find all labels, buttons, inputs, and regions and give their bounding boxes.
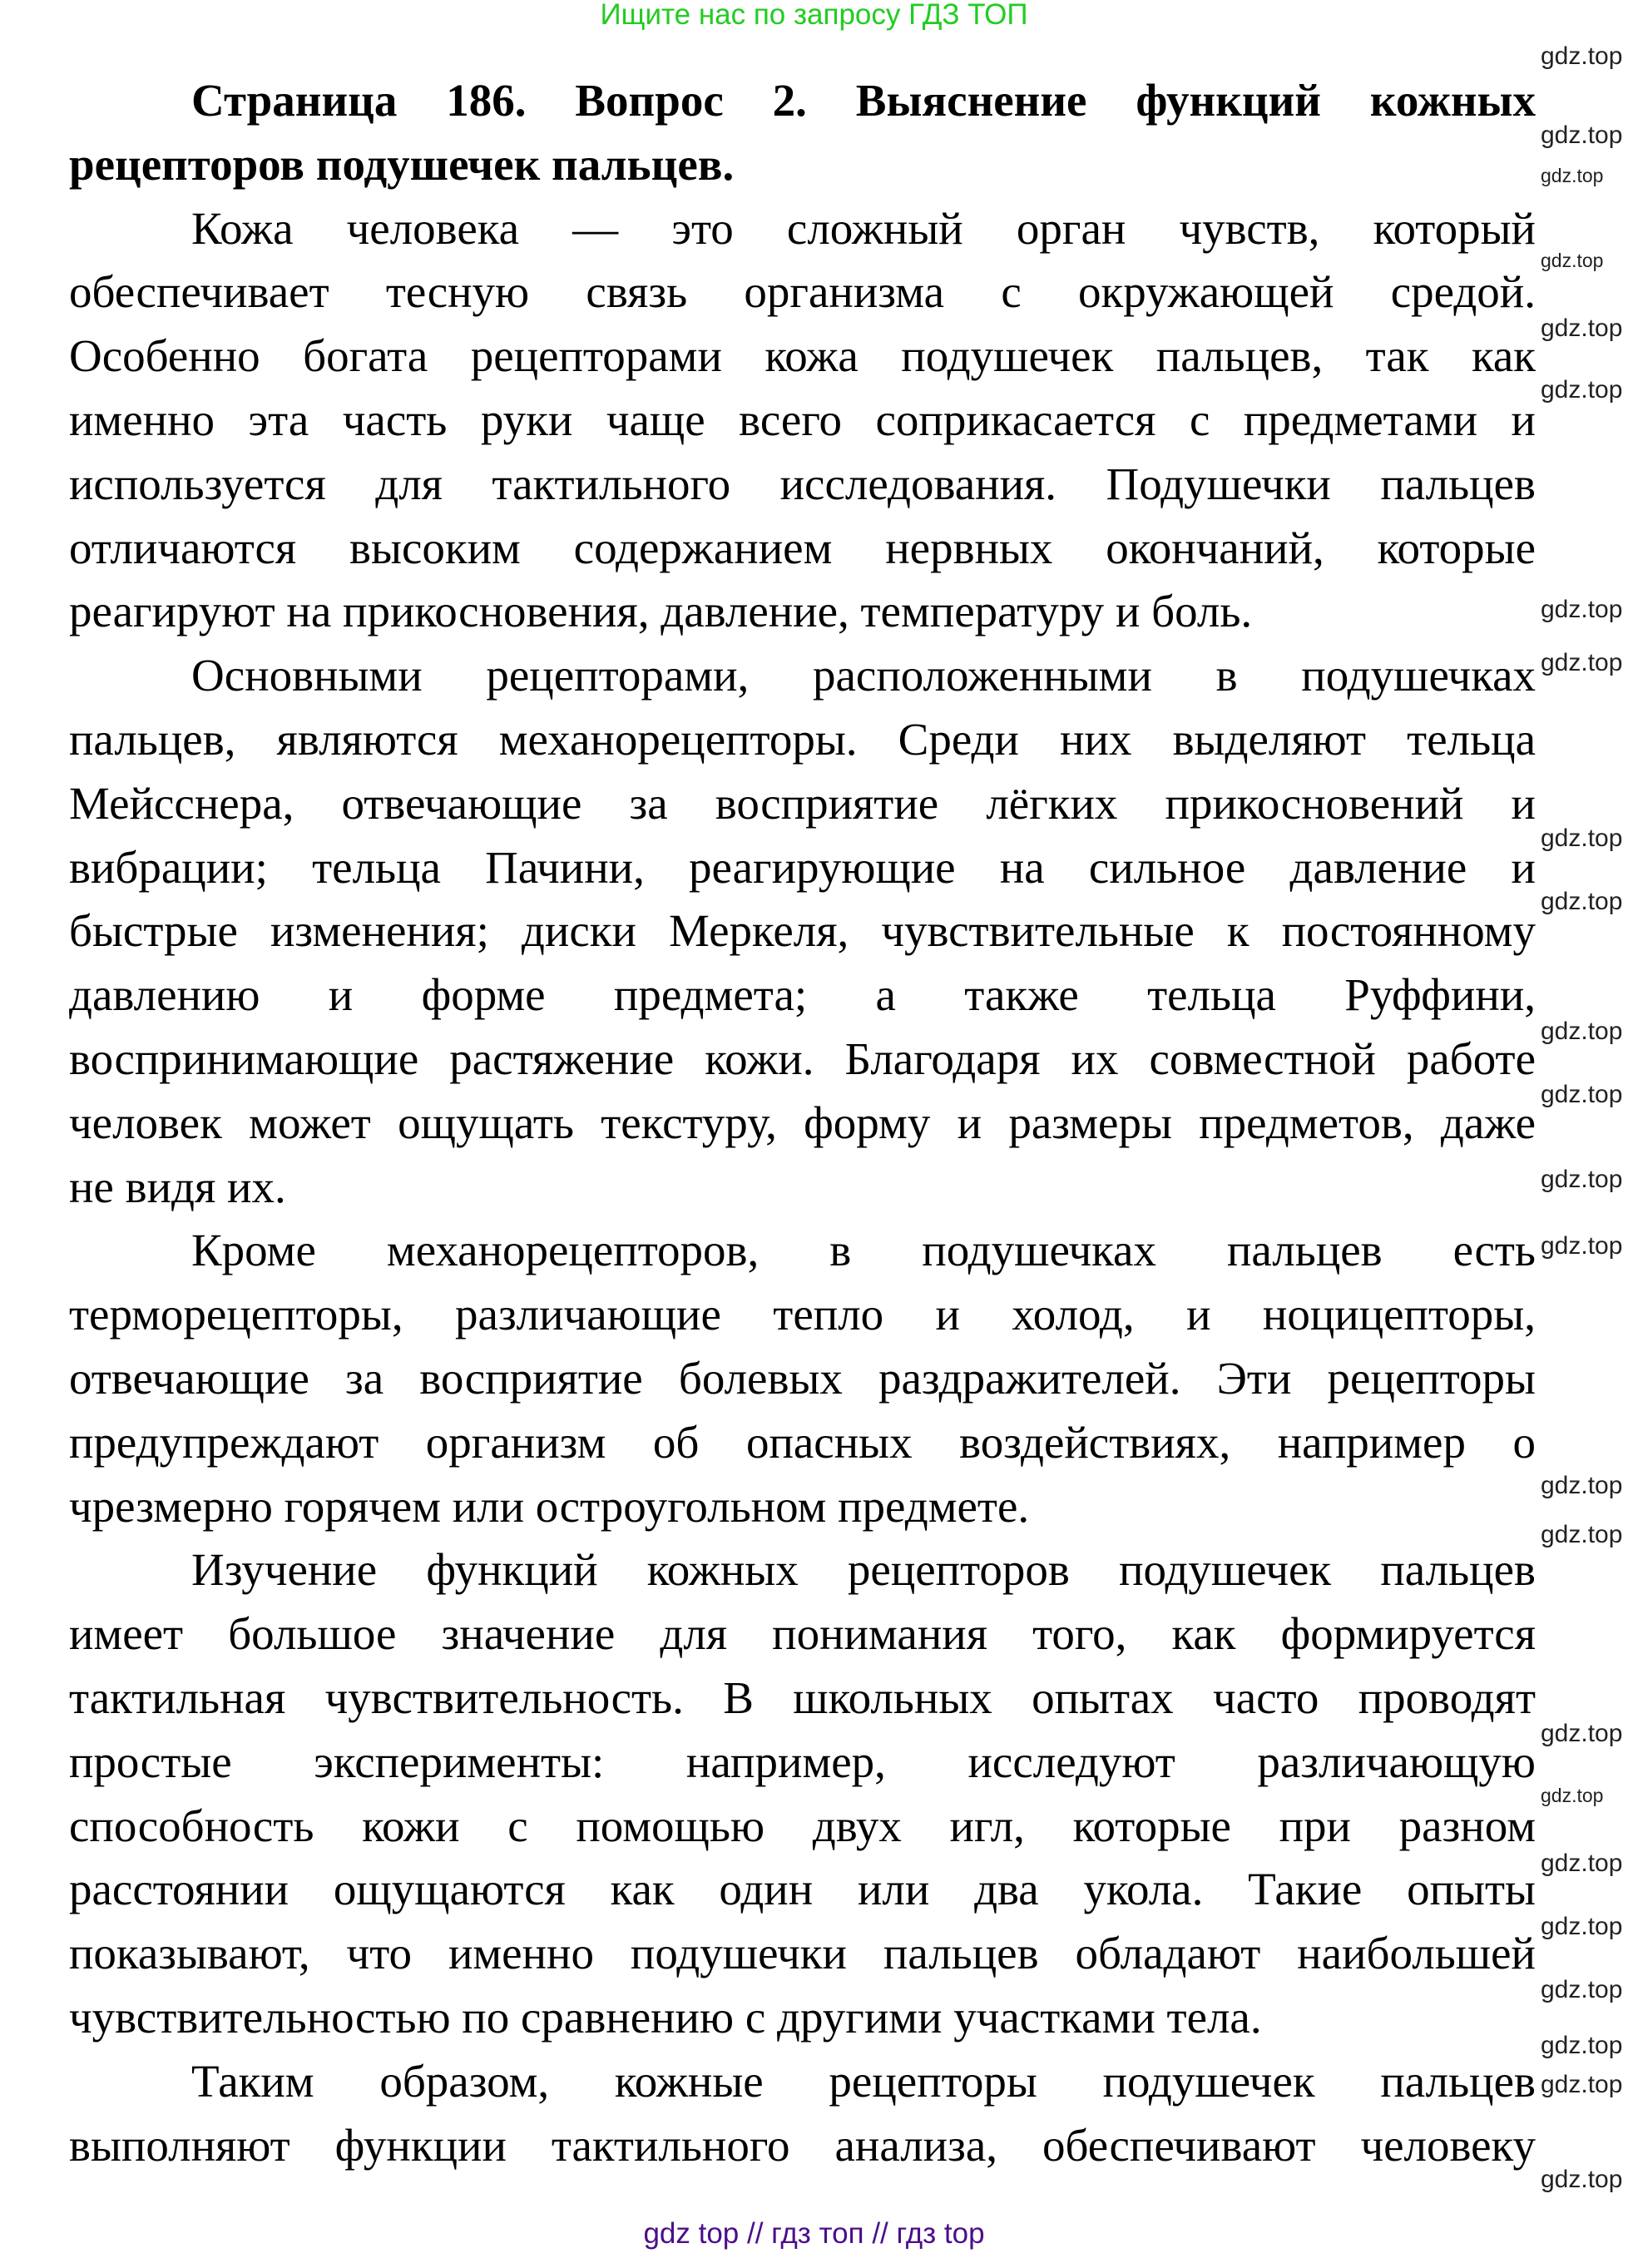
- watermark: gdz.top: [1541, 1018, 1623, 1045]
- watermark: gdz.top: [1541, 42, 1623, 70]
- text-line: обеспечивает тесную связь организма с окружающей средой.: [69, 266, 1536, 318]
- watermark: gdz.top: [1541, 596, 1623, 623]
- paragraph: [69, 1538, 1536, 2049]
- paragraph: [69, 2050, 1536, 2178]
- watermark: gdz.top: [1541, 314, 1623, 342]
- paragraph: [69, 644, 1536, 1219]
- watermark: gdz.top: [1541, 1081, 1623, 1108]
- watermark: gdz.top: [1541, 165, 1604, 186]
- text-line: человек может ощущать текстуру, форму и размеры предметов, даже: [69, 1097, 1536, 1148]
- text-line: предупреждают организм об опасных воздействиях, например о: [69, 1416, 1536, 1468]
- text-line: не видя их.: [69, 1161, 286, 1212]
- watermark: gdz.top: [1541, 2166, 1623, 2193]
- text-line: именно эта часть руки чаще всего соприкасается с предметами и: [69, 394, 1536, 445]
- watermark: gdz.top: [1541, 2071, 1623, 2098]
- text-line: показывают, что именно подушечки пальцев обладают наибольшей: [69, 1928, 1536, 1979]
- text-line: вибрации; тельца Пачини, реагирующие на сильное давление и: [69, 841, 1536, 893]
- search-banner: Ищите нас по запросу ГДЗ ТОП: [600, 0, 1028, 31]
- text-line: Особенно богата рецепторами кожа подушечек пальцев, так как: [69, 330, 1536, 382]
- text-line: чувствительностью по сравнению с другими участками тела.: [69, 1991, 1262, 2043]
- text-line: рецепторов подушечек пальцев.: [69, 138, 735, 190]
- watermark: gdz.top: [1541, 825, 1623, 852]
- watermark: gdz.top: [1541, 888, 1623, 915]
- text-line: Страница 186. Вопрос 2. Выяснение функций кожных: [191, 75, 1536, 126]
- text-line: тактильная чувствительность. В школьных опытах часто проводят: [69, 1671, 1536, 1723]
- watermark: gdz.top: [1541, 1166, 1623, 1193]
- paragraph: [69, 197, 1536, 645]
- watermark: gdz.top: [1541, 1976, 1623, 2003]
- text-line: расстоянии ощущаются как один или два укола. Такие опыты: [69, 1864, 1536, 1915]
- watermark: gdz.top: [1541, 1850, 1623, 1877]
- watermark: gdz.top: [1541, 2032, 1623, 2059]
- text-line: терморецепторы, различающие тепло и холод, и ноцицепторы,: [69, 1289, 1536, 1340]
- text-line: Мейсснера, отвечающие за восприятие лёгких прикосновений и: [69, 777, 1536, 829]
- watermark: gdz.top: [1541, 1232, 1623, 1260]
- watermark: gdz.top: [1541, 376, 1623, 404]
- text-line: Кроме механорецепторов, в подушечках пальцев есть: [191, 1225, 1536, 1276]
- text-line: давлению и форме предмета; а также тельца Руффини,: [69, 969, 1536, 1021]
- paragraph: [69, 1219, 1536, 1538]
- watermark: gdz.top: [1541, 1472, 1623, 1499]
- text-line: отличаются высоким содержанием нервных окончаний, которые: [69, 522, 1536, 573]
- text-line: простые эксперименты: например, исследуют различающую: [69, 1736, 1536, 1787]
- watermark: gdz.top: [1541, 250, 1604, 271]
- text-line: способность кожи с помощью двух игл, которые при разном: [69, 1800, 1536, 1851]
- text-line: отвечающие за восприятие болевых раздражителей. Эти рецепторы: [69, 1352, 1536, 1404]
- watermark: gdz.top: [1541, 1521, 1623, 1548]
- text-line: реагируют на прикосновения, давление, температуру и боль.: [69, 586, 1253, 637]
- watermark: gdz.top: [1541, 649, 1623, 676]
- watermark: gdz.top: [1541, 1913, 1623, 1940]
- watermark: gdz.top: [1541, 1720, 1623, 1747]
- document-body: [69, 69, 1536, 2177]
- text-line: используется для тактильного исследования. Подушечки пальцев: [69, 458, 1536, 509]
- text-line: Основными рецепторами, расположенными в подушечках: [191, 650, 1536, 701]
- text-line: имеет большое значение для понимания того, как формируется: [69, 1608, 1536, 1660]
- text-line: воспринимающие растяжение кожи. Благодаря их совместной работе: [69, 1032, 1536, 1084]
- text-line: пальцев, являются механорецепторы. Среди них выделяют тельца: [69, 713, 1536, 765]
- text-line: быстрые изменения; диски Меркеля, чувствительные к постоянному: [69, 905, 1536, 957]
- footer-banner: gdz top // гдз топ // гдз top: [643, 2217, 985, 2250]
- text-line: Таким образом, кожные рецепторы подушечек пальцев: [191, 2055, 1536, 2107]
- text-line: выполняют функции тактильного анализа, обеспечивают человеку: [69, 2119, 1536, 2171]
- watermark: gdz.top: [1541, 121, 1623, 149]
- page-title: [69, 69, 1536, 197]
- watermark: gdz.top: [1541, 1785, 1604, 1806]
- text-line: Кожа человека — это сложный орган чувств, который: [191, 202, 1536, 254]
- text-line: чрезмерно горячем или остроугольном предмете.: [69, 1480, 1030, 1532]
- text-line: Изучение функций кожных рецепторов подушечек пальцев: [191, 1544, 1536, 1596]
